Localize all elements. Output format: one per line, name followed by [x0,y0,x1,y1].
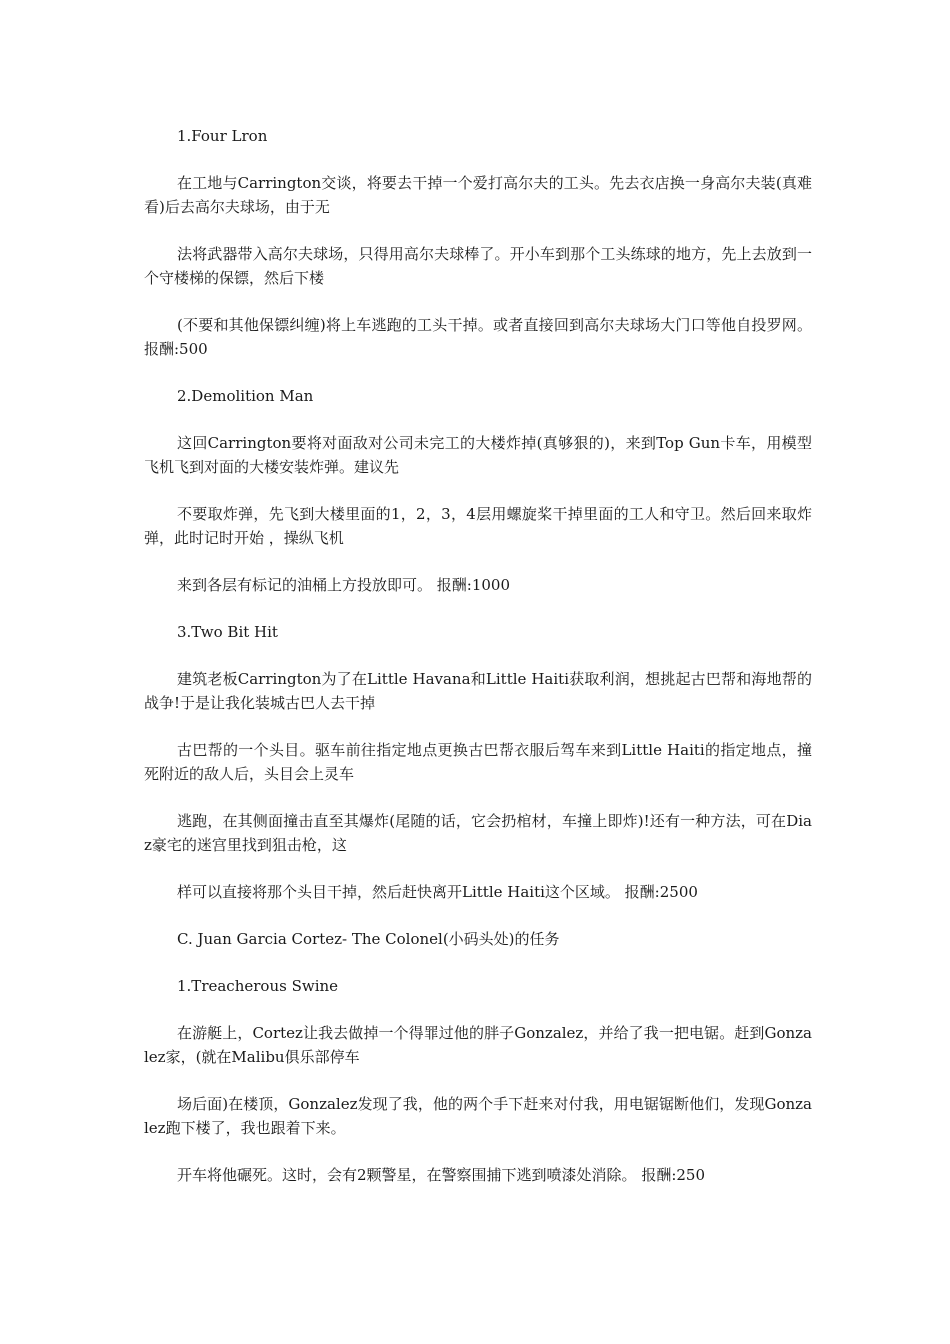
body-paragraph: 来到各层有标记的油桶上方投放即可。 报酬:1000 [177,576,510,594]
mission-heading: 1.Treacherous Swine [177,977,339,995]
body-paragraph: 在工地与Carrington交谈，将要去干掉一个爱打高尔夫的工头。先去衣店换一身高尔夫装(真难看)后去高尔夫球场，由于无 [144,174,812,216]
body-paragraph: 开车将他碾死。这时，会有2颗警星，在警察围捕下逃到喷漆处消除。 报酬:250 [177,1166,705,1184]
body-paragraph: 在游艇上，Cortez让我去做掉一个得罪过他的胖子Gonzalez，并给了我一把电锯。赶到Gonzalez家，(就在Malibu俱乐部停车 [144,1024,812,1066]
body-paragraph: 法将武器带入高尔夫球场，只得用高尔夫球棒了。开小车到那个工头练球的地方，先上去放到一个守楼梯的保镖，然后下楼 [144,245,812,287]
body-paragraph: 古巴帮的一个头目。驱车前往指定地点更换古巴帮衣服后驾车来到Little Haiti的指定地点，撞死附近的敌人后，头目会上灵车 [144,741,812,783]
section-heading: C. Juan Garcia Cortez- The Colonel(小码头处)的任务 [177,930,560,948]
body-paragraph: 不要取炸弹，先飞到大楼里面的1，2，3，4层用螺旋桨干掉里面的工人和守卫。然后回来取炸弹，此时记时开始 ，操纵飞机 [144,505,812,547]
document-body [144,124,812,1187]
body-paragraph: 这回Carrington要将对面敌对公司未完工的大楼炸掉(真够狠的)，来到Top Gun卡车，用模型飞机飞到对面的大楼安装炸弹。建议先 [144,434,812,476]
body-paragraph: (不要和其他保镖纠缠)将上车逃跑的工头干掉。或者直接回到高尔夫球场大门口等他自投罗网。 报酬:500 [144,316,812,358]
body-paragraph: 逃跑，在其侧面撞击直至其爆炸(尾随的话，它会扔棺材，车撞上即炸)!还有一种方法，可在Diaz豪宅的迷宫里找到狙击枪，这 [144,812,812,854]
body-paragraph: 样可以直接将那个头目干掉，然后赶快离开Little Haiti这个区域。 报酬:2500 [177,883,698,901]
mission-heading: 2.Demolition Man [177,387,314,405]
mission-heading: 3.Two Bit Hit [177,623,278,641]
mission-heading: 1.Four Lron [177,127,268,145]
body-paragraph: 建筑老板Carrington为了在Little Havana和Little Haiti获取利润，想挑起古巴帮和海地帮的战争!于是让我化装城古巴人去干掉 [144,670,812,712]
body-paragraph: 场后面)在楼顶，Gonzalez发现了我，他的两个手下赶来对付我，用电锯锯断他们，发现Gonzalez跑下楼了，我也跟着下来。 [144,1095,812,1137]
